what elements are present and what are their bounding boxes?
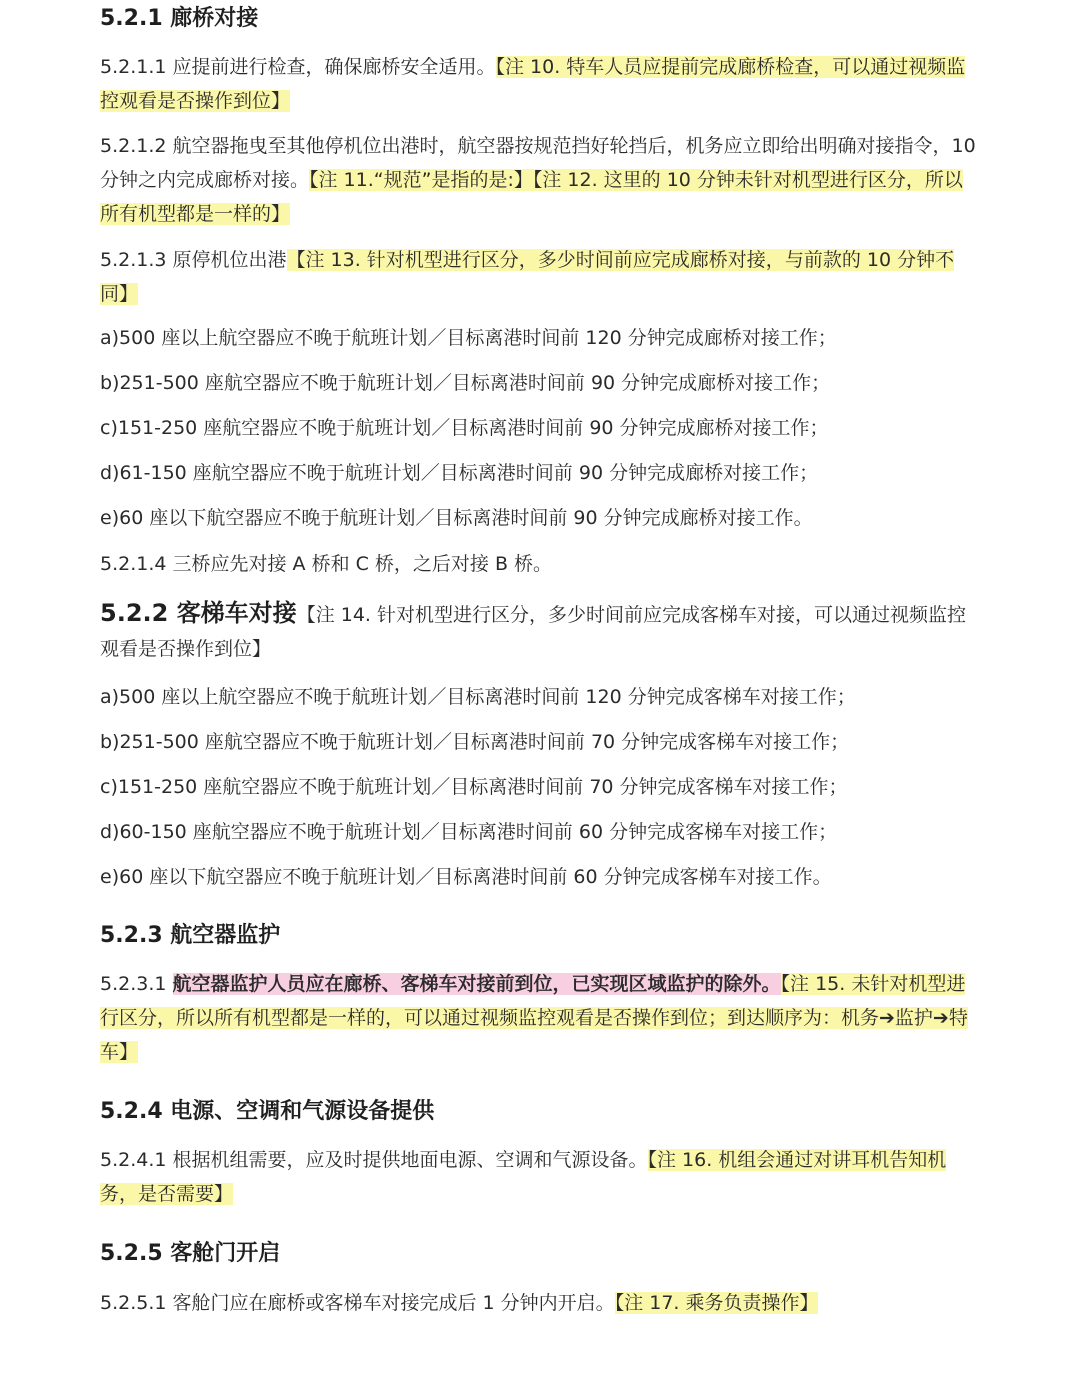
key-requirement: 航空器监护人员应在廊桥、客梯车对接前到位，已实现区域监护的除外。	[172, 973, 781, 995]
list-item: a)500 座以上航空器应不晚于航班计划／目标离港时间前 120 分钟完成廊桥对接工作；	[100, 327, 837, 349]
clause-5-2-3-1	[100, 967, 980, 1069]
clause-5-2-1-2	[100, 129, 980, 231]
clause-5-2-1-4: 5.2.1.4 三桥应先对接 A 桥和 C 桥，之后对接 B 桥。	[100, 553, 553, 575]
clause-text: 5.2.4.1 根据机组需要，应及时提供地面电源、空调和气源设备。	[100, 1149, 648, 1171]
section-title: 5.2.4 电源、空调和气源设备提供	[100, 1099, 435, 1124]
list-item: a)500 座以上航空器应不晚于航班计划／目标离港时间前 120 分钟完成客梯车对接工作；	[100, 686, 856, 708]
section-title: 5.2.1 廊桥对接	[100, 6, 259, 31]
clause-text: 5.2.5.1 客舱门应在廊桥或客梯车对接完成后 1 分钟内开启。	[100, 1292, 615, 1314]
annotation-note: 【注 17. 乘务负责操作】	[614, 1292, 819, 1314]
list-item: c)151-250 座航空器应不晚于航班计划／目标离港时间前 90 分钟完成廊桥对接工作；	[100, 417, 829, 439]
list-item: b)251-500 座航空器应不晚于航班计划／目标离港时间前 70 分钟完成客梯车对接工作；	[100, 731, 850, 753]
section-5-2-4-heading	[100, 1095, 980, 1129]
annotation-note: 【注 14. 针对机型进行区分，多少时间前应完成客梯车对接，可以通过视频监控观看是否操作到位】	[100, 604, 966, 660]
section-title: 5.2.3 航空器监护	[100, 923, 281, 948]
annotation-note: 【注 15. 未针对机型进行区分，所以所有机型都是一样的，可以通过视频监控观看是否操作到位；到达顺序为：机务➔监护➔特车】	[100, 973, 968, 1063]
section-5-2-1-heading	[100, 2, 980, 36]
list-item: e)60 座以下航空器应不晚于航班计划／目标离港时间前 60 分钟完成客梯车对接工作。	[100, 866, 832, 888]
clause-5-2-1-1	[100, 50, 980, 118]
section-5-2-2-heading	[100, 596, 980, 666]
list-item: b)251-500 座航空器应不晚于航班计划／目标离港时间前 90 分钟完成廊桥对接工作；	[100, 372, 831, 394]
list-item: c)151-250 座航空器应不晚于航班计划／目标离港时间前 70 分钟完成客梯车对接工作；	[100, 776, 848, 798]
annotation-note: 【注 16. 机组会通过对讲耳机告知机务，是否需要】	[100, 1149, 947, 1205]
section-title: 5.2.2 客梯车对接	[100, 599, 297, 627]
clause-text: 5.2.1.1 应提前进行检查，确保廊桥安全适用。	[100, 56, 496, 78]
clause-text: 5.2.1.3 原停机位出港	[100, 249, 287, 271]
annotation-note: 【注 13. 针对机型进行区分，多少时间前应完成廊桥对接，与前款的 10 分钟不同】	[100, 249, 955, 305]
clause-number: 5.2.3.1	[100, 973, 173, 995]
list-item: e)60 座以下航空器应不晚于航班计划／目标离港时间前 90 分钟完成廊桥对接工作。	[100, 507, 813, 529]
list-item: d)60-150 座航空器应不晚于航班计划／目标离港时间前 60 分钟完成客梯车对接工作；	[100, 821, 838, 843]
clause-5-2-1-3	[100, 243, 980, 311]
clause-5-2-5-1	[100, 1286, 980, 1320]
annotation-note: 【注 11.“规范”是指的是:】【注 12. 这里的 10 分钟未针对机型进行区分，所以所有机型都是一样的】	[100, 169, 963, 225]
clause-5-2-4-1	[100, 1143, 980, 1211]
section-5-2-3-heading	[100, 919, 980, 953]
list-item: d)61-150 座航空器应不晚于航班计划／目标离港时间前 90 分钟完成廊桥对接工作；	[100, 462, 819, 484]
clause-text: 5.2.1.2 航空器拖曳至其他停机位出港时，航空器按规范挡好轮挡后，机务应立即给出明确对接指令，10 分钟之内完成廊桥对接。	[100, 135, 976, 191]
section-title: 5.2.5 客舱门开启	[100, 1241, 281, 1266]
section-5-2-5-heading	[100, 1237, 980, 1271]
annotation-note: 【注 10. 特车人员应提前完成廊桥检查，可以通过视频监控观看是否操作到位】	[100, 56, 966, 112]
